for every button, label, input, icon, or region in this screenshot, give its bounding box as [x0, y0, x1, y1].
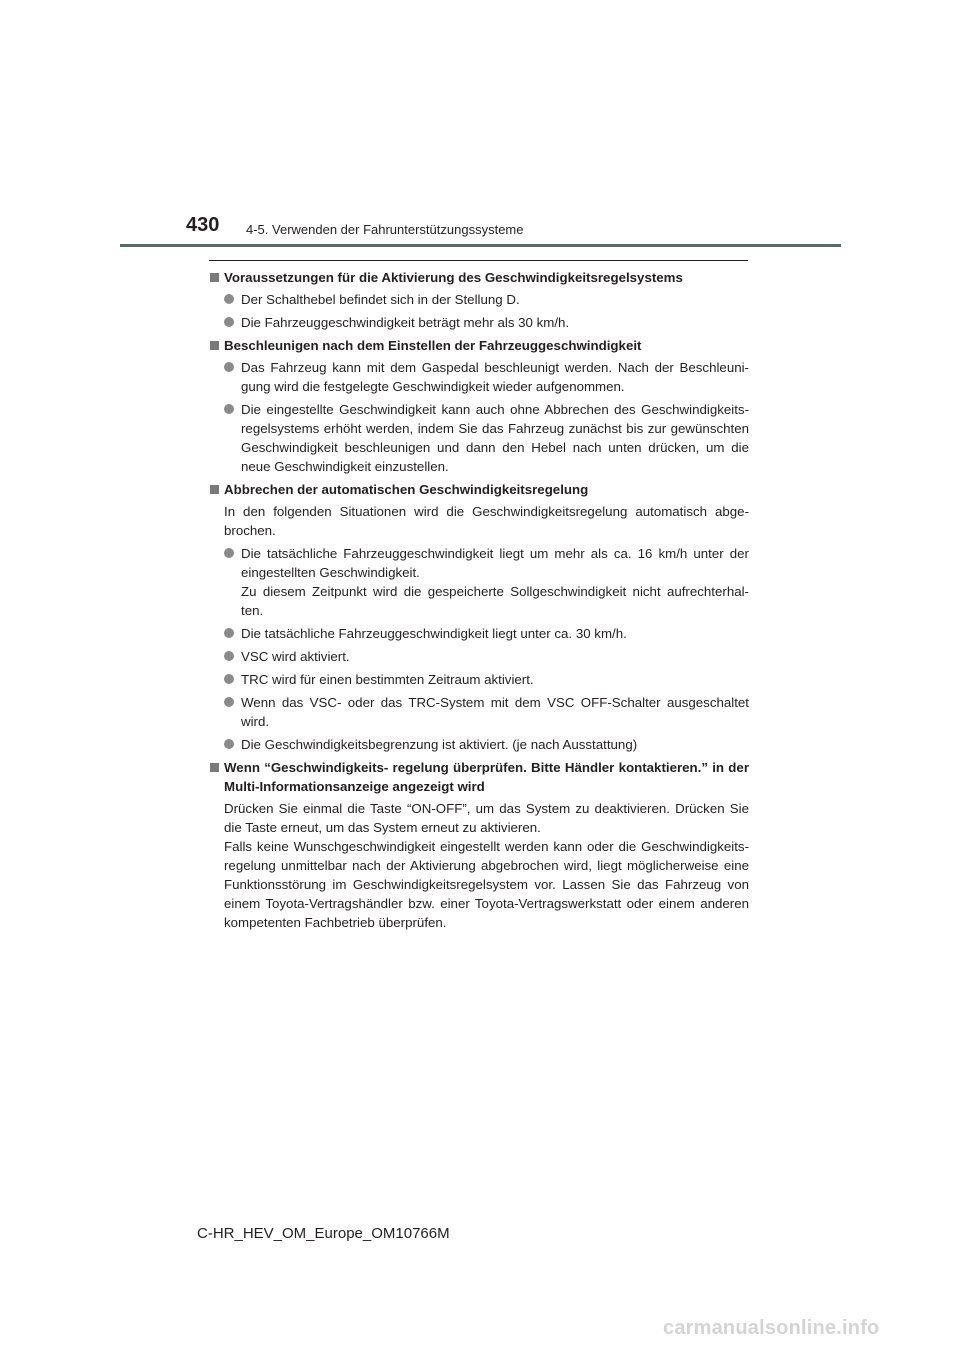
list-item-text: VSC wird aktiviert.: [241, 649, 350, 664]
list-item-text: Wenn das VSC- oder das TRC-System mit dem VSC OFF-Schalter ausgeschaltet wird.: [241, 695, 749, 729]
round-bullet-icon: [224, 404, 234, 414]
list-item: [209, 647, 749, 666]
section-automatic-cancel: [209, 480, 749, 754]
section-intro: In den folgenden Situationen wird die Geschwindigkeitsregelung automatisch abge- brochen.: [224, 504, 749, 538]
list-item-text: Die eingestellte Geschwindigkeit kann auch ohne Abbrechen des Geschwindigkeits- regelsystems erhöht werden, indem Sie das Fahrzeug zunächst bis zur gewünschten Geschwindigkeit beschleunigen und dann den Hebel nach unten drücken, um die neue Geschwindigkeit einzustellen.: [241, 402, 749, 474]
list-item-note: Zu diesem Zeitpunkt wird die gespeicherte Sollgeschwindigkeit nicht aufrechterhal- ten.: [241, 584, 749, 618]
header-rule: [120, 244, 841, 247]
square-bullet-icon: [210, 763, 219, 772]
square-bullet-icon: [210, 341, 219, 350]
section-heading-text: Beschleunigen nach dem Einstellen der Fahrzeuggeschwindigkeit: [224, 338, 642, 353]
list-item-text: Das Fahrzeug kann mit dem Gaspedal beschleunigt werden. Nach der Beschleuni- gung wird die festgelegte Geschwindigkeit wieder aufgenommen.: [241, 360, 749, 394]
list-item: [209, 358, 749, 396]
list-item: [209, 400, 749, 476]
round-bullet-icon: [224, 674, 234, 684]
square-bullet-icon: [210, 273, 219, 282]
page-number: 430: [186, 214, 220, 236]
list-item-text: TRC wird für einen bestimmten Zeitraum aktiviert.: [241, 672, 534, 687]
list-item-text: Die Geschwindigkeitsbegrenzung ist aktiviert. (je nach Ausstattung): [241, 737, 638, 752]
list-item: [209, 290, 749, 309]
round-bullet-icon: [224, 294, 234, 304]
section-heading-text: Abbrechen der automatischen Geschwindigkeitsregelung: [224, 482, 589, 497]
content-body: [209, 268, 749, 936]
list-item-text: Der Schalthebel befindet sich in der Stellung D.: [241, 292, 520, 307]
round-bullet-icon: [224, 362, 234, 372]
list-item: [209, 670, 749, 689]
section-heading: [209, 758, 749, 796]
footer-document-code: C-HR_HEV_OM_Europe_OM10766M: [197, 1225, 450, 1242]
section-heading: [209, 336, 749, 355]
round-bullet-icon: [224, 651, 234, 661]
section-paragraph: [209, 799, 749, 932]
section-heading: [209, 480, 749, 499]
watermark: carmanualsonline.info: [663, 1317, 880, 1339]
list-item: [209, 624, 749, 643]
list-item: [209, 544, 749, 620]
list-item-text: Die tatsächliche Fahrzeuggeschwindigkeit liegt unter ca. 30 km/h.: [241, 626, 627, 641]
paragraph-text: Falls keine Wunschgeschwindigkeit eingestellt werden kann oder die Geschwindigkeits- regelung unmittelbar nach der Aktivierung abgebrochen wird, liegt möglicherweise eine Funktionsstörung im Geschwindigkeitsregelsystem vor. Lassen Sie das Fahrzeug von einem Toyota-Vertragshändler bzw. einer Toyota-Vertragswerkstatt oder einem anderen kompetenten Fachbetrieb überprüfen.: [224, 839, 749, 930]
paragraph-text: Drücken Sie einmal die Taste “ON-OFF”, um das System zu deaktivieren. Drücken Sie die Taste erneut, um das System erneut zu aktivieren.: [224, 801, 749, 835]
section-heading-text: Voraussetzungen für die Aktivierung des Geschwindigkeitsregelsystems: [224, 270, 683, 285]
list-item: [209, 313, 749, 332]
list-item: [209, 693, 749, 731]
round-bullet-icon: [224, 628, 234, 638]
section-acceleration: [209, 336, 749, 476]
chapter-title: 4-5. Verwenden der Fahrunterstützungssysteme: [246, 222, 524, 237]
section-heading: [209, 268, 749, 287]
round-bullet-icon: [224, 697, 234, 707]
content-rule: [209, 260, 748, 261]
list-item-text: Die tatsächliche Fahrzeuggeschwindigkeit liegt um mehr als ca. 16 km/h unter der eingestellten Geschwindigkeit.: [241, 546, 749, 580]
round-bullet-icon: [224, 739, 234, 749]
section-activation-conditions: [209, 268, 749, 332]
list-item: [209, 735, 749, 754]
square-bullet-icon: [210, 485, 219, 494]
round-bullet-icon: [224, 548, 234, 558]
list-item-text: Die Fahrzeuggeschwindigkeit beträgt mehr als 30 km/h.: [241, 315, 570, 330]
round-bullet-icon: [224, 317, 234, 327]
section-warning-message: [209, 758, 749, 932]
section-heading-text: Wenn “Geschwindigkeits- regelung überprüfen. Bitte Händler kontaktieren.” in der Multi-Informationsanzeige angezeigt wird: [224, 760, 749, 794]
